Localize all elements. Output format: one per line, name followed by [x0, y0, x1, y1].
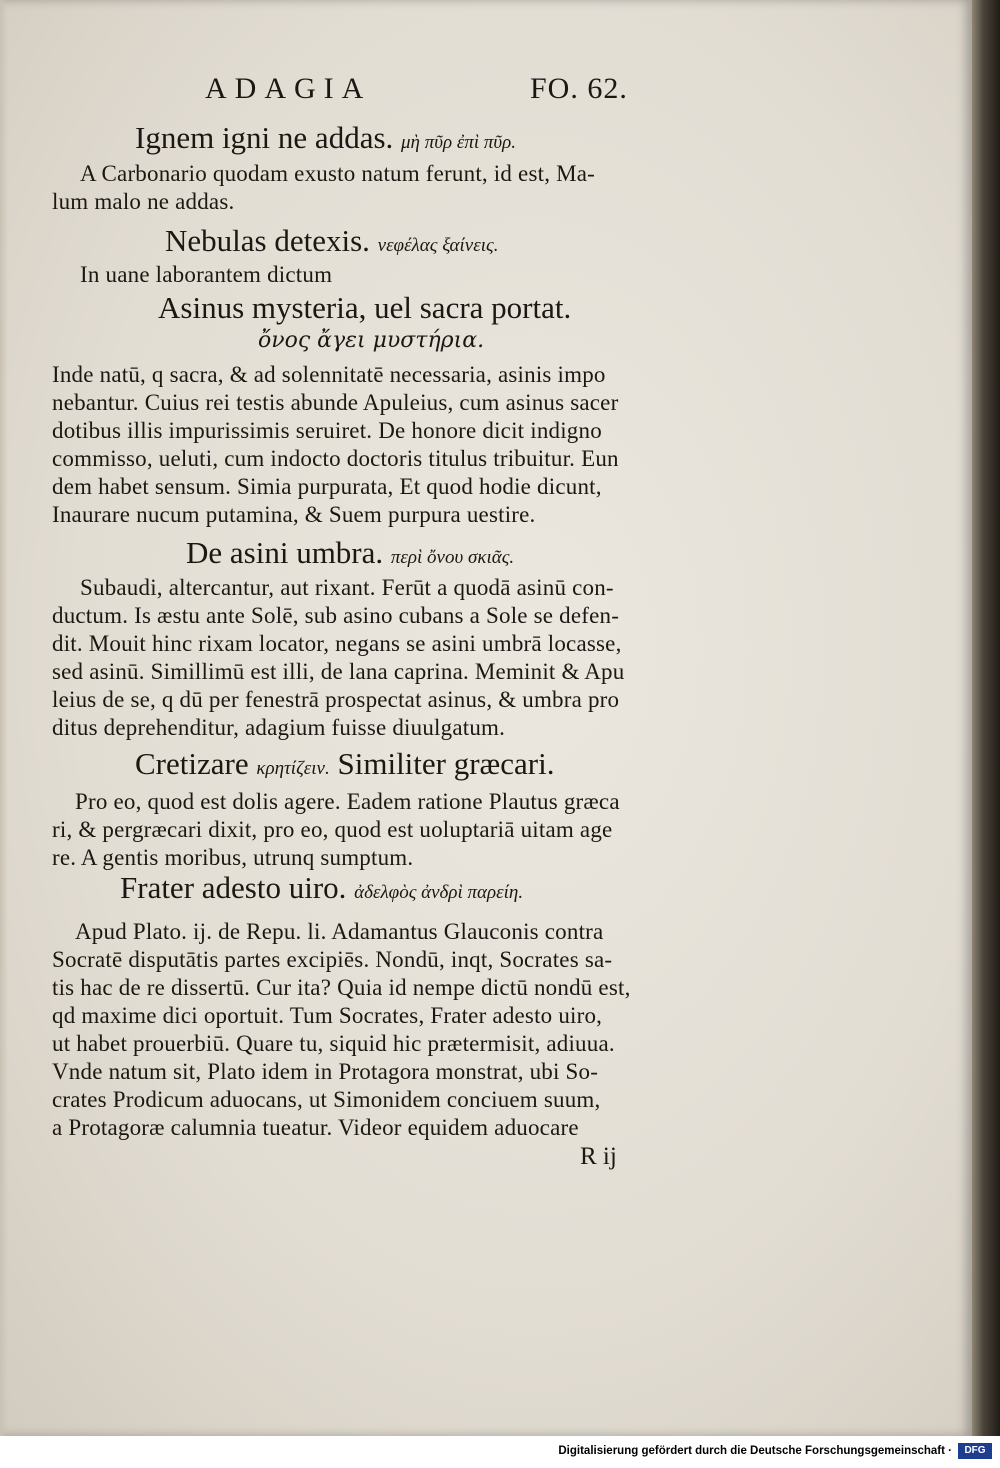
footer-credit: Digitalisierung gefördert durch die Deutsche Forschungsgemeinschaft · — [558, 1445, 952, 1457]
adage-heading — [135, 748, 554, 779]
running-title: ADAGIA — [205, 72, 372, 105]
heading-greek: περὶ ὄνου σκιᾶς. — [390, 547, 515, 568]
adage-heading — [165, 225, 498, 256]
heading-greek: νεφέλας ξαίνεις. — [377, 235, 499, 256]
text-line: ut habet prouerbiū. Quare tu, siquid hic prætermisit, adiuua. — [52, 1031, 615, 1056]
text-line: leius de se, q dū per fenestrā prospectat asinus, & umbra pro — [52, 687, 620, 712]
text-line: qd maxime dici oportuit. Tum Socrates, Frater adesto uiro, — [52, 1003, 603, 1028]
heading-greek: μὴ πῦρ ἐπὶ πῦρ. — [401, 132, 516, 153]
text-line: re. A gentis moribus, utrunq sumptum. — [52, 845, 414, 870]
text-line: Apud Plato. ij. de Repu. li. Adamantus Glauconis contra — [75, 919, 604, 944]
text-line: commisso, ueluti, cum indocto doctoris titulus tribuitur. Eun — [52, 446, 619, 471]
text-line: Inaurare nucum putamina, & Suem purpura uestire. — [52, 502, 536, 527]
heading-latin: Ignem igni ne addas. — [135, 120, 394, 155]
text-line: ditus deprehenditur, adagium fuisse diuulgatum. — [52, 715, 506, 740]
text-line: dem habet sensum. Simia purpurata, Et quod hodie dicunt, — [52, 474, 602, 499]
text-line: tis hac de re dissertū. Cur ita? Quia id nempe dictū nondū est, — [52, 975, 631, 1000]
text-line: crates Prodicum aduocans, ut Simonidem conciuem suum, — [52, 1087, 601, 1112]
text-line: sed asinū. Simillimū est illi, de lana caprina. Meminit & Apu — [52, 659, 625, 684]
heading-latin-2: Similiter græcari. — [337, 746, 555, 781]
adage-heading — [120, 872, 523, 903]
digitization-footer — [0, 1436, 1000, 1468]
heading-latin: De asini umbra. — [186, 535, 384, 570]
text-line: nebantur. Cuius rei testis abunde Apuleius, cum asinus sacer — [52, 390, 619, 415]
book-edge — [972, 0, 1000, 1436]
heading-latin: Nebulas detexis. — [165, 223, 370, 258]
text-line: A Carbonario quodam exusto natum ferunt, id est, Ma- — [80, 161, 596, 186]
running-head — [205, 72, 655, 112]
text-line: In uane laborantem dictum — [80, 262, 333, 287]
heading-latin: Cretizare — [135, 746, 249, 781]
text-line: dotibus illis impurissimis seruiret. De honore dicit indigno — [52, 418, 602, 443]
text-line: ductum. Is æstu ante Solē, sub asino cubans a Sole se defen- — [52, 603, 620, 628]
adage-heading — [186, 537, 514, 568]
heading-greek: ὄνος ἄγει μυστήρια. — [258, 328, 485, 353]
text-line: ri, & pergræcari dixit, pro eo, quod est uoluptariā uitam age — [52, 817, 613, 842]
text-line: Vnde natum sit, Plato idem in Protagora monstrat, ubi So- — [52, 1059, 599, 1084]
text-line: lum malo ne addas. — [52, 189, 235, 214]
text-line: a Protagoræ calumnia tueatur. Videor equidem aduocare — [52, 1115, 579, 1140]
text-line: Inde natū, q sacra, & ad solennitatē necessaria, asinis impo — [52, 362, 606, 387]
adage-heading — [135, 122, 516, 153]
adage-heading: Asinus mysteria, uel sacra portat. — [158, 290, 572, 325]
folio-number: FO. 62. — [530, 72, 628, 105]
text-line: Socratē disputātis partes excipiēs. Nondū, inqt, Socrates sa- — [52, 947, 613, 972]
page-gutter-shadow — [0, 0, 8, 1436]
dfg-logo-icon: DFG — [958, 1443, 992, 1459]
text-line: dit. Mouit hinc rixam locator, negans se asini umbrā locasse, — [52, 631, 622, 656]
text-line: Subaudi, altercantur, aut rixant. Ferūt a quodā asinū con- — [80, 575, 614, 600]
text-line: Pro eo, quod est dolis agere. Eadem ratione Plautus græca — [75, 789, 620, 814]
heading-greek: κρητίζειν. — [256, 758, 330, 779]
heading-greek: ἀδελφὸς ἀνδρὶ παρείη. — [354, 882, 524, 903]
signature-mark: R ij — [580, 1143, 617, 1170]
heading-latin: Frater adesto uiro. — [120, 870, 347, 905]
